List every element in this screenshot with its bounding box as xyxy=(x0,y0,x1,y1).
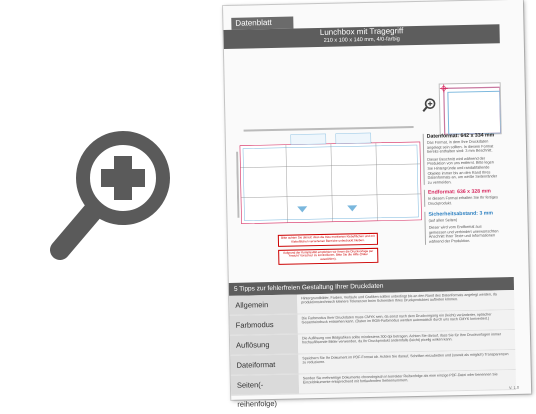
corner-detail xyxy=(439,82,502,135)
format-info xyxy=(423,132,500,249)
tip-label: Allgemein xyxy=(229,295,297,315)
endformat-block xyxy=(424,189,499,207)
datasheet-preview[interactable] xyxy=(223,0,531,400)
production-notes xyxy=(278,233,379,268)
datenformat-text-2: Dieser Beschnitt wird während der Produktion von uns entfernt. Bitte legen Sie Hintergründe und randabfallende Objekte immer bis an den Rand Ihres Datenformats an, um weiße Seitenränder zu vermeiden. xyxy=(427,156,499,185)
sicherheit-sub: (auf allen Seiten) xyxy=(428,217,499,223)
tips-section xyxy=(229,277,516,396)
note: Bitte achten Sie darauf, dass die blau markierten Klebeflächen und mit Klebeflächen versehenen Bereiche unbedruckt bleiben. xyxy=(278,233,378,247)
title-bar xyxy=(223,12,500,48)
tab-label: Datenblatt xyxy=(231,17,293,30)
note: Aufgrund der Komplexität empfehlen wir Ihnen die Druckvorlage per Ansicht 'Vorschau' zu kontrollieren. Bitte Sie die Hilfe (Datei auswählen). xyxy=(278,247,378,264)
product-subtitle: 210 x 100 x 140 mm, 4/0-farbig xyxy=(224,33,500,47)
datenformat-text: Das Format, in dem Ihre Druckdaten angelegt sein sollten. In diesem Format bereits enthalten sind: 3 mm Beschnitt. xyxy=(427,139,498,154)
tip-text: Hintergrundbilder, Farben, Verläufe und Grafiken sollten unbedingt bis an den Rand des Datenformats angelegt werden, da produktionstechnisch kleinere Toleranzen beim Schneiden Ihres Druckproduktes auftreten können. xyxy=(297,290,514,314)
endformat-heading: Endformat: 636 x 328 mm xyxy=(428,189,499,196)
zoom-in-icon[interactable] xyxy=(48,128,178,268)
datenformat-block xyxy=(423,132,499,185)
sicherheit-block xyxy=(424,210,500,245)
tip-label: Dateiformat xyxy=(230,354,298,374)
datenformat-heading: Datenformat: 642 x 334 mm xyxy=(427,132,498,139)
product-title: Lunchbox mit Tragegriff xyxy=(224,24,500,39)
sicherheit-text: Dieser wird vom Endformat aus gemessen und verhindert unerwünschten Anschnitt Ihrer Texte und Informationen während der Produktion. xyxy=(429,224,500,244)
tip-text: Speichern Sie Ihr Dokument im PDF-Format ab. Achten Sie darauf, Schriften einzubetten und (soweit als möglich) Transparenzen zu reduzieren. xyxy=(298,350,515,374)
version-label: V. 1.0 xyxy=(509,385,519,390)
endformat-text: In diesem Format erhalten Sie Ihr fertiges Druckprodukt. xyxy=(428,196,499,207)
tips-heading: 5 Tipps zur fehlerfreien Gestaltung Ihrer Druckdaten xyxy=(229,277,514,296)
tip-text: Die Farbmodus Ihrer Druckdaten muss CMYK sein, da sonst nach dem Druckvorgang ein (leicht) veränderter, optischer Gesamteindruck entstehen kann. (Daten im RGB-Farbmodus werden automatisch durch uns nach CMYK konvertiert.) xyxy=(297,310,514,334)
dieline-diagram xyxy=(236,124,426,248)
tip-text: Senden Sie mehrseitige Dokumente chronologisch in korrekter Reihenfolge als eine einzige PDF-Datei oder benennen Sie Einzeldokumente entsprechend mit fortlaufenden Seitennummern. xyxy=(299,370,516,394)
tip-label: Farbmodus xyxy=(229,315,297,335)
tip-text: Die Auflösung von Bildgrafiken sollte mindestens 300 dpi betragen. Achten Sie darauf, dass Sie für Ihre Druckvorlagen immer hochauflösende Bilder verwenden, da Ihr Druckprodukt andernfalls (leicht) pixelig wirken kann. xyxy=(298,330,515,354)
tip-label: Auflösung xyxy=(230,335,298,355)
small-zoom-icon[interactable] xyxy=(421,98,437,114)
tip-label: Seiten(-reihenfolge) xyxy=(231,374,299,394)
sicherheit-heading: Sicherheitsabstand: 3 mm xyxy=(428,210,499,217)
